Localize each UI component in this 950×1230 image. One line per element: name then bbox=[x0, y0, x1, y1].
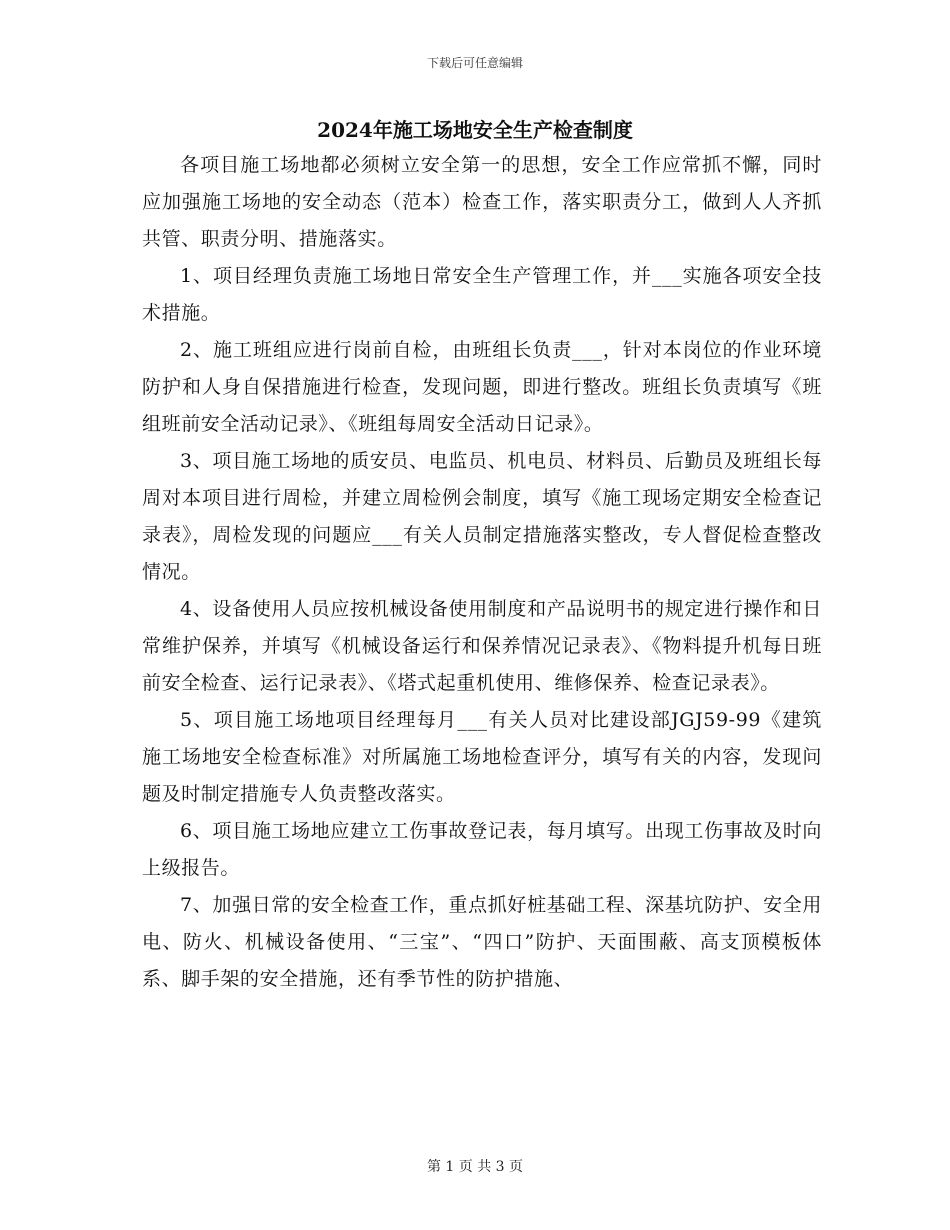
paragraph-3: 3、项目施工场地的质安员、电监员、机电员、材料员、后勤员及班组长每周对本项目进行周检，并建立周检例会制度，填写《施工现场定期安全检查记录表》，周检发现的问题应___有关人员制定措施落实整改，专人督促检查整改情况。 bbox=[142, 450, 822, 583]
document-body bbox=[142, 147, 822, 998]
paragraph-5: 5、项目施工场地项目经理每月___有关人员对比建设部JGJ59-99《建筑施工场地安全检查标准》对所属施工场地检查评分，填写有关的内容，发现问题及时制定措施专人负责整改落实。 bbox=[142, 709, 822, 805]
page-header-note: 下载后可任意编辑 bbox=[426, 56, 523, 70]
paragraph-intro: 各项目施工场地都必须树立安全第一的思想，安全工作应常抓不懈，同时应加强施工场地的安全动态（范本）检查工作，落实职责分工，做到人人齐抓共管、职责分明、措施落实。 bbox=[142, 154, 822, 250]
document-title: 2024年施工场地安全生产检查制度 bbox=[317, 118, 633, 142]
paragraph-2: 2、施工班组应进行岗前自检，由班组长负责___，针对本岗位的作业环境防护和人身自保措施进行检查，发现问题，即进行整改。班组长负责填写《班组班前安全活动记录》、《班组每周安全活动日记录》。 bbox=[142, 339, 822, 435]
paragraph-7: 7、加强日常的安全检查工作，重点抓好桩基础工程、深基坑防护、安全用电、防火、机械设备使用、“三宝”、“四口”防护、天面围蔽、高支顶模板体系、脚手架的安全措施，还有季节性的防护措施、 bbox=[142, 894, 822, 990]
paragraph-4: 4、设备使用人员应按机械设备使用制度和产品说明书的规定进行操作和日常维护保养，并填写《机械设备运行和保养情况记录表》、《物料提升机每日班前安全检查、运行记录表》、《塔式起重机使用、维修保养、检查记录表》。 bbox=[142, 598, 822, 694]
paragraph-6: 6、项目施工场地应建立工伤事故登记表，每月填写。出现工伤事故及时向上级报告。 bbox=[142, 820, 822, 879]
paragraph-1: 1、项目经理负责施工场地日常安全生产管理工作，并___实施各项安全技术措施。 bbox=[142, 265, 822, 324]
page-number: 第 1 页 共 3 页 bbox=[426, 1159, 524, 1175]
